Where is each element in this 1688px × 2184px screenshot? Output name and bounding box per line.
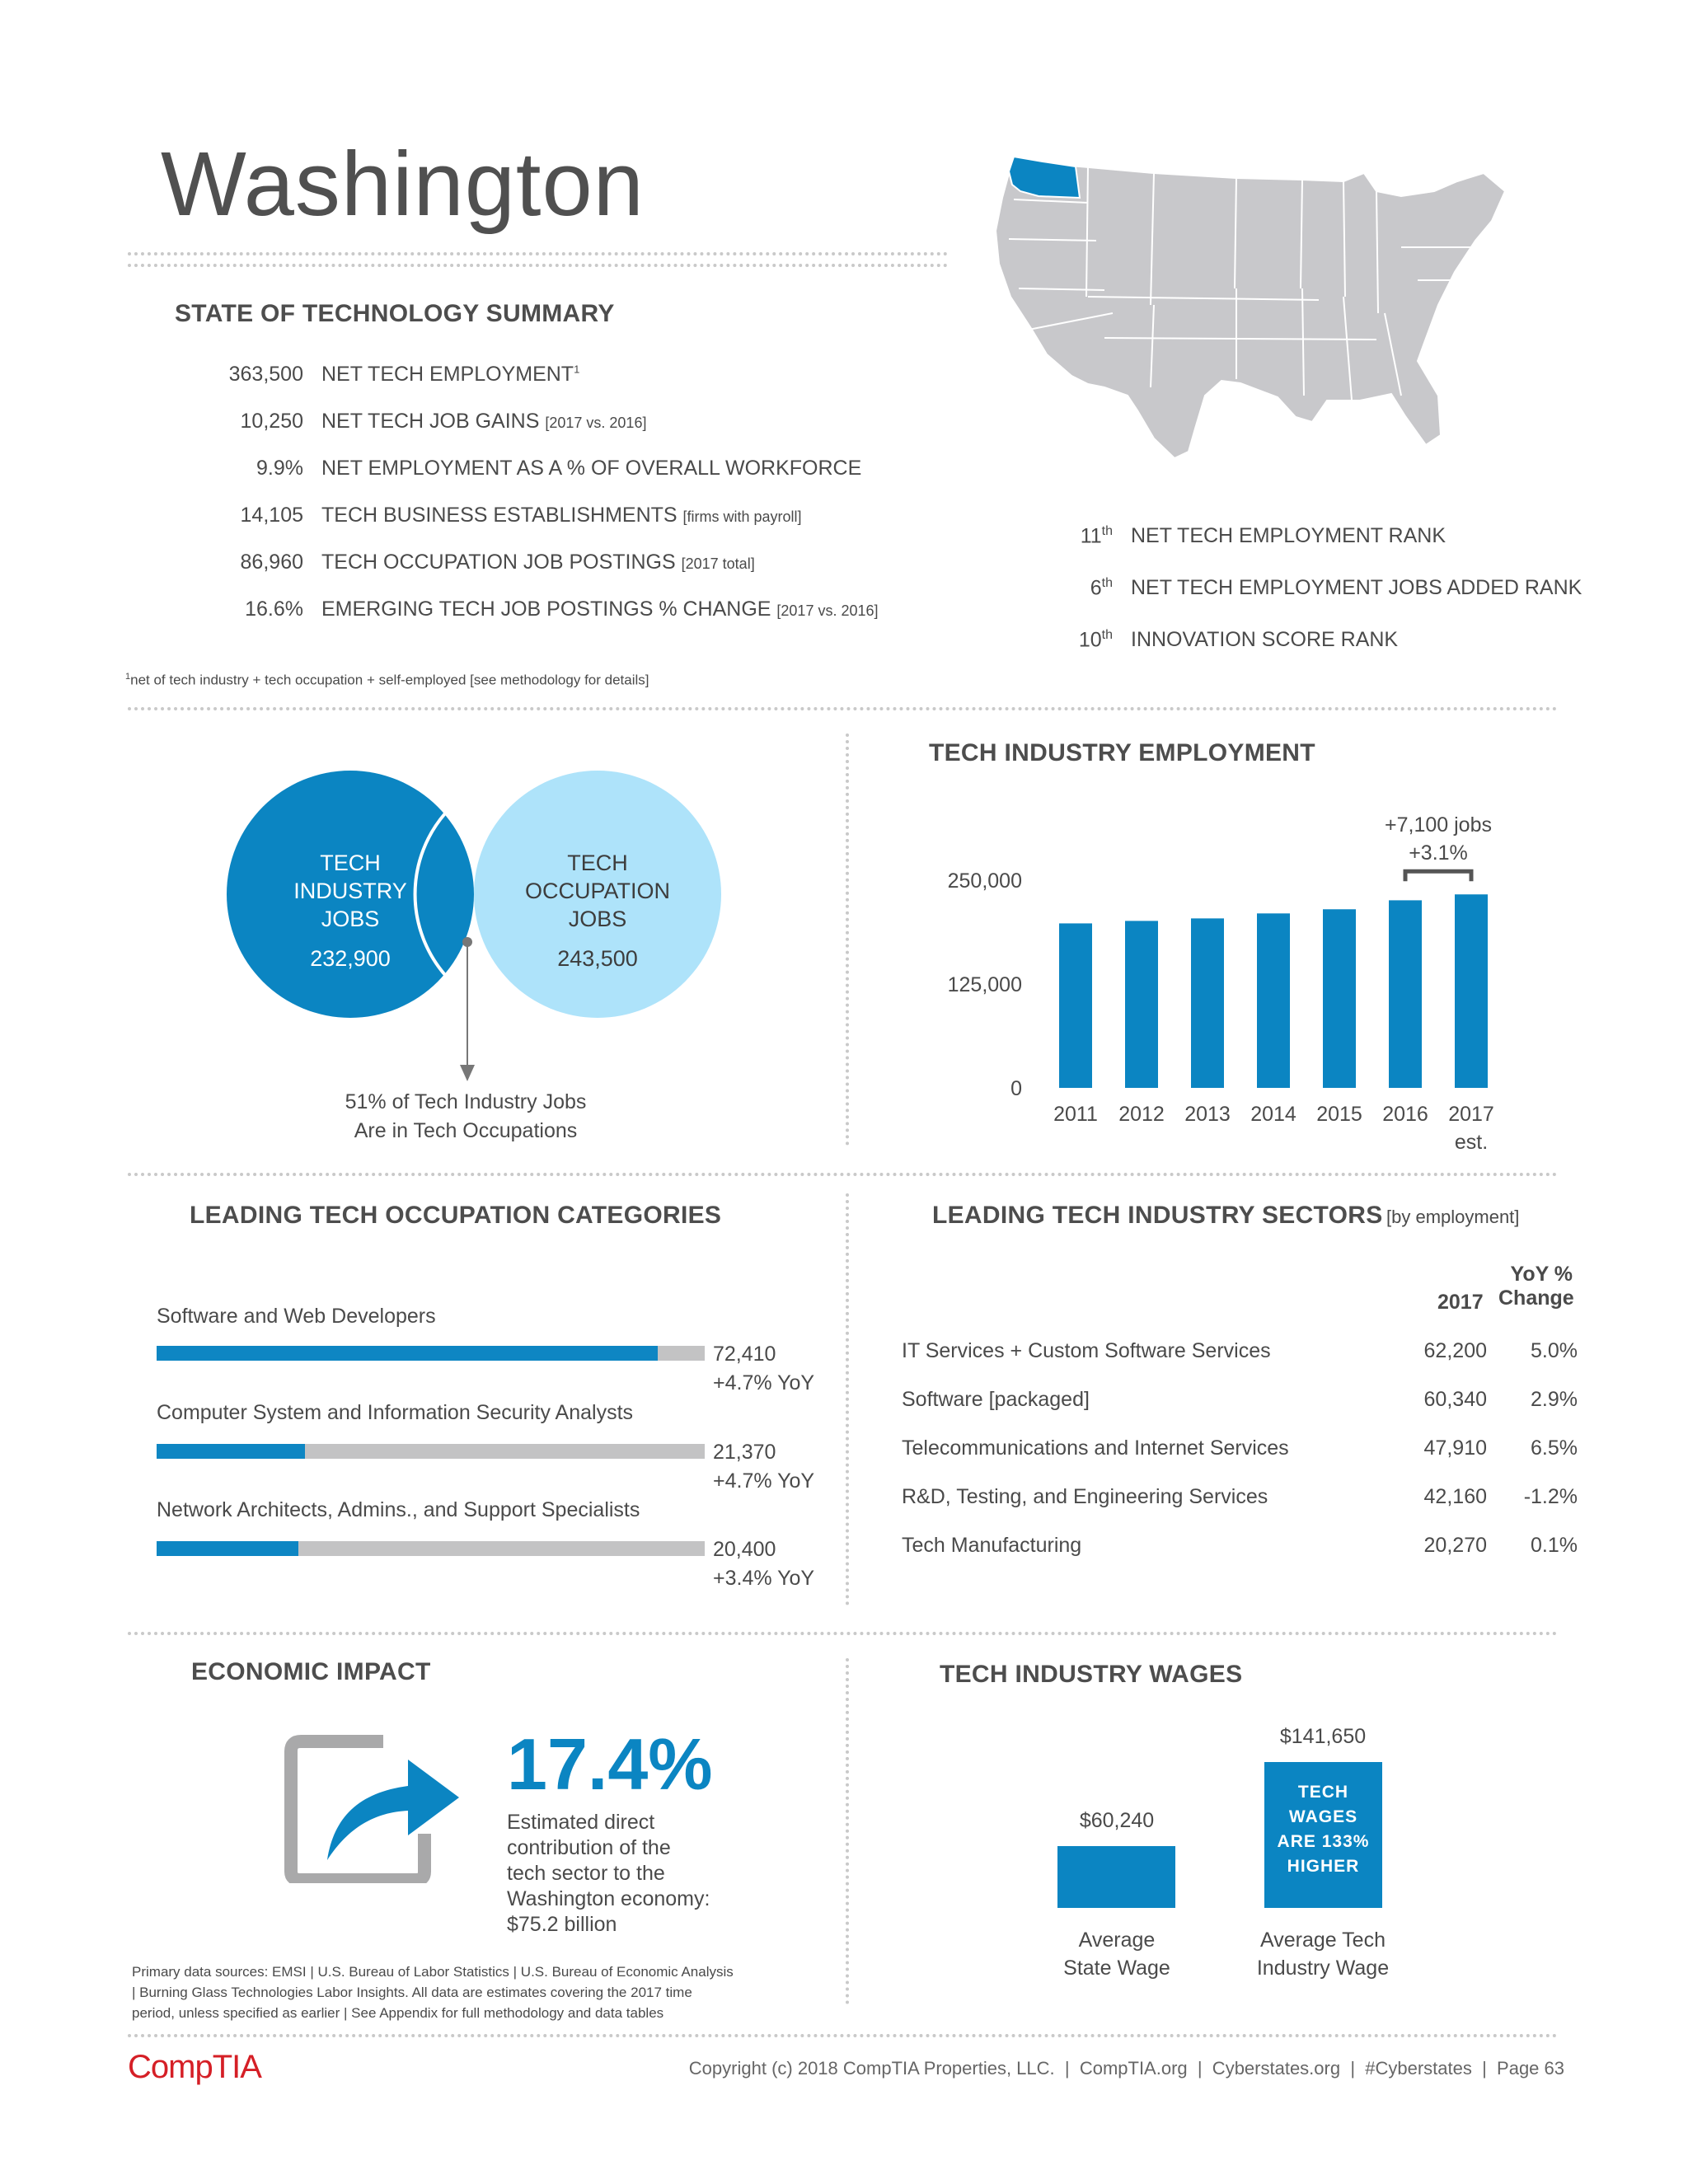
footer-copyright: Copyright (c) 2018 CompTIA Properties, LLC. | CompTIA.org | Cyberstates.org | #Cyberstates | Page 63 <box>688 2058 1564 2079</box>
summary-row: 363,500 NET TECH EMPLOYMENT$^1$ <box>228 363 580 386</box>
data-sources: Primary data sources: EMSI | U.S. Bureau of Labor Statistics | U.S. Bureau of Economic Analysis | Burning Glass Technologies Labor Insights. All data are estimates covering the 2017 time period, unless specified as earlier | See Appendix for full methodology and data tables <box>132 1964 734 2021</box>
occupation-value: 72,410 +4.7% YoY <box>713 1343 815 1394</box>
us-map-shape <box>996 162 1505 458</box>
economic-heading: ECONOMIC IMPACT <box>191 1658 431 1685</box>
sectors-heading: LEADING TECH INDUSTRY SECTORS [by employment] <box>932 1202 1520 1229</box>
employment-heading: TECH INDUSTRY EMPLOYMENT <box>929 739 1315 766</box>
state-wage-label: Average State Wage <box>1063 1929 1170 1980</box>
page-title: Washington <box>161 134 645 235</box>
x-tick-label: 2012 <box>1118 1103 1165 1126</box>
us-map <box>989 148 1517 478</box>
summary-heading: STATE OF TECHNOLOGY SUMMARY <box>175 300 615 327</box>
occupation-bar-fill <box>157 1346 658 1361</box>
sector-row: Software [packaged] 60,340 2.9% <box>902 1388 1578 1411</box>
venn-right-label: TECH OCCUPATION JOBS 243,500 <box>524 851 670 971</box>
x-tick-sublabel: est. <box>1454 1131 1489 1154</box>
summary-row: 16.6% EMERGING TECH JOB POSTINGS % CHANGE [2017 vs. 2016] <box>245 598 879 621</box>
occupations-heading: LEADING TECH OCCUPATION CATEGORIES <box>190 1202 722 1229</box>
sector-row: Telecommunications and Internet Services 47,910 6.5% <box>902 1436 1578 1460</box>
sector-row: IT Services + Custom Software Services 62,200 5.0% <box>902 1339 1578 1362</box>
summary-row: 10,250 NET TECH JOB GAINS [2017 vs. 2016] <box>240 410 647 433</box>
venn-pointer-arrow <box>460 1065 475 1081</box>
occupation-bar <box>157 1541 705 1556</box>
summary-row: 14,105 TECH BUSINESS ESTABLISHMENTS [firms with payroll] <box>240 504 802 527</box>
economic-description: Estimated direct contribution of the tech sector to the Washington economy: $75.2 billion <box>507 1811 710 1936</box>
employment-bar <box>1059 923 1092 1088</box>
x-tick-label: 2016 <box>1382 1103 1428 1126</box>
summary-footnote: $^1$net of tech industry + tech occupation + self-employed [see methodology for details] <box>125 672 649 688</box>
y-tick-label: 0 <box>1010 1077 1022 1100</box>
wages-heading: TECH INDUSTRY WAGES <box>940 1661 1243 1688</box>
sector-row: R&D, Testing, and Engineering Services 42,160 -1.2% <box>902 1485 1578 1508</box>
occupation-label: Computer System and Information Security Analysts <box>157 1401 634 1424</box>
employment-bar <box>1191 918 1224 1088</box>
y-tick-label: 250,000 <box>947 869 1022 893</box>
tech-wage-label: Average Tech Industry Wage <box>1256 1929 1390 1980</box>
occupation-bar <box>157 1346 705 1361</box>
state-wage-value: $60,240 <box>1079 1809 1155 1832</box>
economic-big-percent: 17.4% <box>507 1723 713 1805</box>
occupation-bar-fill <box>157 1444 305 1459</box>
occupation-value: 20,400 +3.4% YoY <box>713 1538 815 1590</box>
employment-bar <box>1323 909 1356 1088</box>
growth-annotation-percent: +3.1% <box>1409 841 1468 865</box>
x-tick-label: 2017 <box>1448 1103 1494 1126</box>
employment-bar-chart <box>907 775 1500 1170</box>
share-arrow-icon <box>284 1735 466 1883</box>
x-tick-label: 2011 <box>1053 1103 1098 1126</box>
x-tick-label: 2015 <box>1316 1103 1362 1126</box>
comptia-logo: CompTIA <box>128 2049 261 2085</box>
occupation-bar <box>157 1444 705 1459</box>
growth-bracket <box>1405 871 1471 881</box>
occupation-label: Software and Web Developers <box>157 1305 436 1328</box>
employment-bar <box>1125 921 1158 1088</box>
state-wage-bar <box>1057 1846 1175 1908</box>
y-tick-label: 125,000 <box>947 973 1022 996</box>
growth-annotation-jobs: +7,100 jobs <box>1385 813 1492 837</box>
occupation-label: Network Architects, Admins., and Support Specialists <box>157 1498 640 1521</box>
tech-wage-bar: TECH WAGES ARE 133% HIGHER <box>1264 1762 1382 1908</box>
employment-bar <box>1455 894 1488 1088</box>
occupation-bar-fill <box>157 1541 298 1556</box>
tech-wage-value: $141,650 <box>1279 1725 1367 1748</box>
venn-caption: 51% of Tech Industry Jobs Are in Tech Occupations <box>345 1090 587 1142</box>
occupation-value: 21,370 +4.7% YoY <box>713 1441 815 1493</box>
employment-bar <box>1257 913 1290 1088</box>
venn-left-label: TECH INDUSTRY JOBS 232,900 <box>293 851 407 971</box>
sectors-col-year: 2017 <box>1437 1291 1484 1314</box>
x-tick-label: 2014 <box>1250 1103 1296 1126</box>
sector-row: Tech Manufacturing 20,270 0.1% <box>902 1534 1578 1557</box>
summary-row: 9.9% NET EMPLOYMENT AS A % OF OVERALL WORKFORCE <box>256 457 862 480</box>
x-tick-label: 2013 <box>1184 1103 1231 1126</box>
sectors-col-yoy: YoY % Change <box>1498 1263 1574 1310</box>
summary-row: 86,960 TECH OCCUPATION JOB POSTINGS [2017 total] <box>240 551 755 574</box>
employment-bar <box>1389 900 1422 1088</box>
